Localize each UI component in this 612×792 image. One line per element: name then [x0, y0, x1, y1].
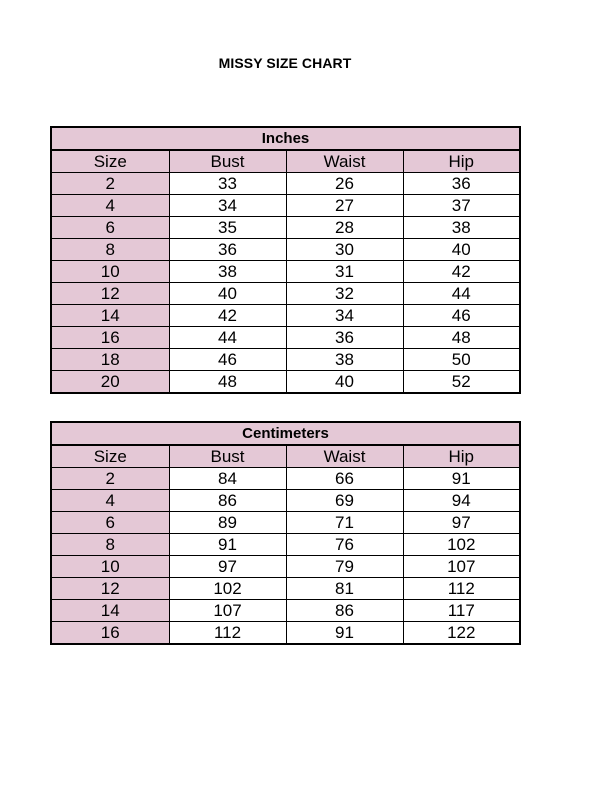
inches-table-row — [51, 239, 520, 261]
hip-cell: 50 — [403, 349, 520, 371]
column-header-size: Size — [51, 150, 169, 173]
column-header-hip: Hip — [403, 445, 520, 468]
hip-cell: 48 — [403, 327, 520, 349]
bust-cell: 112 — [169, 622, 286, 645]
size-cell: 14 — [51, 305, 169, 327]
hip-cell: 36 — [403, 173, 520, 195]
hip-cell: 94 — [403, 490, 520, 512]
inches-table-row — [51, 261, 520, 283]
size-cell: 16 — [51, 622, 169, 645]
hip-cell: 46 — [403, 305, 520, 327]
size-cell: 16 — [51, 327, 169, 349]
waist-cell: 36 — [286, 327, 403, 349]
page-title: MISSY SIZE CHART — [218, 55, 352, 71]
centimeters-size-table — [50, 421, 521, 645]
waist-cell: 71 — [286, 512, 403, 534]
waist-cell: 34 — [286, 305, 403, 327]
inches-table-row — [51, 305, 520, 327]
waist-cell: 40 — [286, 371, 403, 394]
bust-cell: 36 — [169, 239, 286, 261]
bust-cell: 35 — [169, 217, 286, 239]
centimeters-table-row — [51, 600, 520, 622]
bust-cell: 107 — [169, 600, 286, 622]
bust-cell: 46 — [169, 349, 286, 371]
waist-cell: 76 — [286, 534, 403, 556]
column-header-bust: Bust — [169, 445, 286, 468]
centimeters-header-row — [51, 445, 520, 468]
centimeters-table-row — [51, 490, 520, 512]
hip-cell: 107 — [403, 556, 520, 578]
waist-cell: 38 — [286, 349, 403, 371]
bust-cell: 84 — [169, 468, 286, 490]
hip-cell: 97 — [403, 512, 520, 534]
hip-cell: 44 — [403, 283, 520, 305]
bust-cell: 34 — [169, 195, 286, 217]
centimeters-table-row — [51, 512, 520, 534]
column-header-bust: Bust — [169, 150, 286, 173]
bust-cell: 97 — [169, 556, 286, 578]
size-cell: 8 — [51, 534, 169, 556]
hip-cell: 91 — [403, 468, 520, 490]
hip-cell: 40 — [403, 239, 520, 261]
size-cell: 4 — [51, 490, 169, 512]
column-header-hip: Hip — [403, 150, 520, 173]
waist-cell: 91 — [286, 622, 403, 645]
column-header-waist: Waist — [286, 445, 403, 468]
bust-cell: 42 — [169, 305, 286, 327]
waist-cell: 27 — [286, 195, 403, 217]
inches-size-table — [50, 126, 521, 394]
hip-cell: 37 — [403, 195, 520, 217]
centimeters-table-row — [51, 534, 520, 556]
size-cell: 4 — [51, 195, 169, 217]
size-cell: 2 — [51, 468, 169, 490]
size-cell: 12 — [51, 578, 169, 600]
bust-cell: 48 — [169, 371, 286, 394]
bust-cell: 40 — [169, 283, 286, 305]
waist-cell: 69 — [286, 490, 403, 512]
size-cell: 10 — [51, 556, 169, 578]
inches-table-row — [51, 349, 520, 371]
inches-table-row — [51, 195, 520, 217]
hip-cell: 52 — [403, 371, 520, 394]
waist-cell: 31 — [286, 261, 403, 283]
bust-cell: 89 — [169, 512, 286, 534]
bust-cell: 86 — [169, 490, 286, 512]
inches-table-row — [51, 371, 520, 394]
waist-cell: 79 — [286, 556, 403, 578]
waist-cell: 81 — [286, 578, 403, 600]
size-cell: 18 — [51, 349, 169, 371]
centimeters-unit-row — [51, 422, 520, 445]
inches-unit-row — [51, 127, 520, 150]
size-cell: 12 — [51, 283, 169, 305]
column-header-waist: Waist — [286, 150, 403, 173]
bust-cell: 38 — [169, 261, 286, 283]
waist-cell: 66 — [286, 468, 403, 490]
inches-table-row — [51, 283, 520, 305]
inches-table-row — [51, 327, 520, 349]
waist-cell: 26 — [286, 173, 403, 195]
inches-unit-label: Inches — [51, 127, 520, 150]
bust-cell: 91 — [169, 534, 286, 556]
waist-cell: 28 — [286, 217, 403, 239]
column-header-size: Size — [51, 445, 169, 468]
centimeters-table-row — [51, 468, 520, 490]
inches-table-row — [51, 217, 520, 239]
waist-cell: 32 — [286, 283, 403, 305]
size-cell: 6 — [51, 217, 169, 239]
size-cell: 14 — [51, 600, 169, 622]
inches-table-row — [51, 173, 520, 195]
centimeters-table-row — [51, 556, 520, 578]
centimeters-table-row — [51, 622, 520, 645]
centimeters-unit-label: Centimeters — [51, 422, 520, 445]
waist-cell: 30 — [286, 239, 403, 261]
size-cell: 20 — [51, 371, 169, 394]
bust-cell: 102 — [169, 578, 286, 600]
bust-cell: 33 — [169, 173, 286, 195]
centimeters-table-row — [51, 578, 520, 600]
inches-header-row — [51, 150, 520, 173]
size-cell: 6 — [51, 512, 169, 534]
hip-cell: 117 — [403, 600, 520, 622]
bust-cell: 44 — [169, 327, 286, 349]
hip-cell: 112 — [403, 578, 520, 600]
size-cell: 8 — [51, 239, 169, 261]
size-cell: 2 — [51, 173, 169, 195]
hip-cell: 38 — [403, 217, 520, 239]
hip-cell: 122 — [403, 622, 520, 645]
size-cell: 10 — [51, 261, 169, 283]
hip-cell: 102 — [403, 534, 520, 556]
waist-cell: 86 — [286, 600, 403, 622]
hip-cell: 42 — [403, 261, 520, 283]
